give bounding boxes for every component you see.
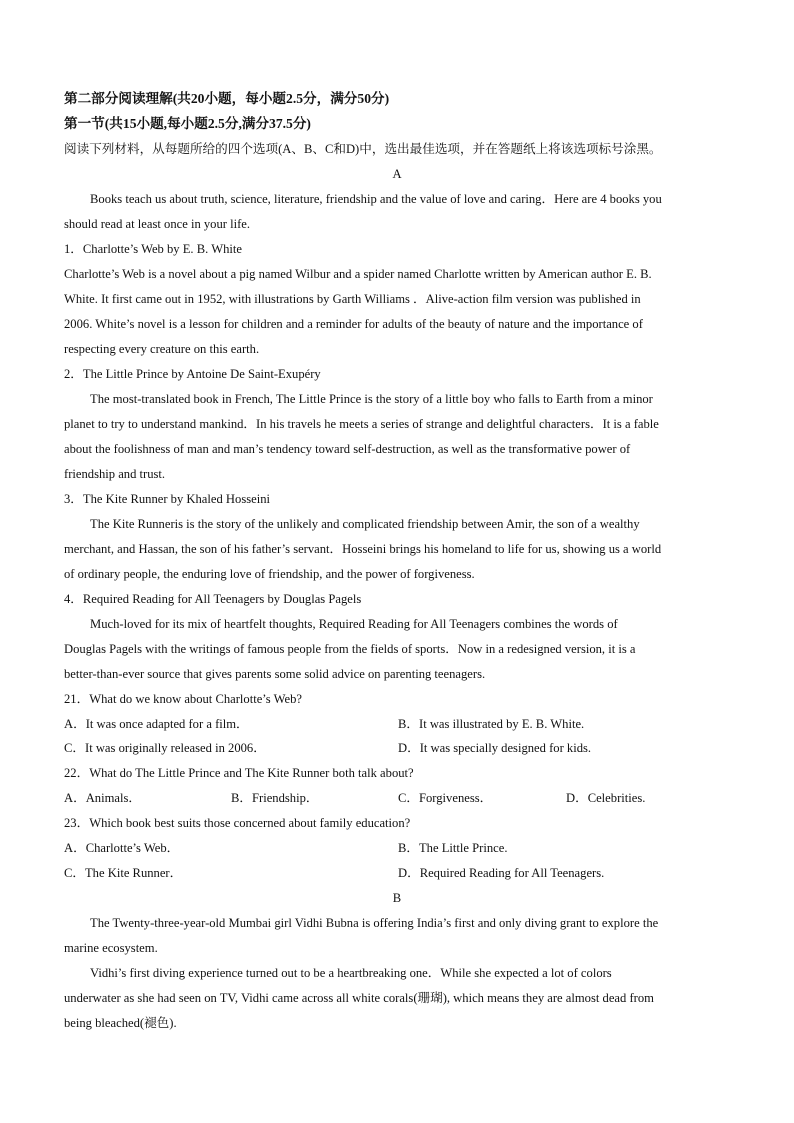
passage-b-line: being bleached(褪色). <box>64 1016 177 1030</box>
answer-option: C．Forgiveness． <box>398 791 493 805</box>
book-text-line: 2006. White’s novel is a lesson for children and a reminder for adults of the beauty of nature and the importance of <box>64 317 643 331</box>
book-text-line: Charlotte’s Web is a novel about a pig named Wilbur and a spider named Charlotte written by American author E. B. <box>64 267 652 281</box>
book-text-line: better-than-ever source that gives parents some solid advice on parenting teenagers. <box>64 667 486 681</box>
question-stem: 21．What do we know about Charlotte’s Web? <box>64 692 302 706</box>
book-text-line: Douglas Pagels with the writings of famous people from the fields of sports．Now in a redesigned version, it is a <box>64 642 636 656</box>
answer-option: A．Charlotte’s Web． <box>64 841 180 855</box>
passage-b-line: The Twenty-three-year-old Mumbai girl Vidhi Bubna is offering India’s first and only diving grant to explore the <box>90 916 659 930</box>
book-text-line: White. It first came out in 1952, with illustrations by Garth Williams ．Alive-action film version was published in <box>64 292 641 306</box>
answer-option: D．Celebrities. <box>566 791 646 805</box>
book-heading: 4．Required Reading for All Teenagers by Douglas Pagels <box>64 592 362 606</box>
passage-b-label: B <box>392 891 402 905</box>
passage-b-line: marine ecosystem. <box>64 941 158 955</box>
answer-option: A．It was once adapted for a film． <box>64 717 249 731</box>
book-text-line: friendship and trust. <box>64 467 166 481</box>
answer-option: A．Animals． <box>64 791 141 805</box>
passage-a-intro-line: Books teach us about truth, science, literature, friendship and the value of love and caring．Here are 4 books you <box>90 192 662 206</box>
passage-b-line: Vidhi’s first diving experience turned out to be a heartbreaking one．While she expected a lot of colors <box>90 966 612 980</box>
book-heading: 3．The Kite Runner by Khaled Hosseini <box>64 492 271 506</box>
question-stem: 22．What do The Little Prince and The Kite Runner both talk about? <box>64 766 414 780</box>
book-heading: 2．The Little Prince by Antoine De Saint-Exupéry <box>64 367 321 381</box>
answer-option: D．It was specially designed for kids. <box>398 741 592 755</box>
book-text-line: merchant, and Hassan, the son of his father’s servant．Hosseini brings his homeland to life for us, showing us a world <box>64 542 662 556</box>
instruction: 阅读下列材料，从每题所给的四个选项(A、B、C和D)中，选出最佳选项，并在答题纸上将该选项标号涂黑。 <box>64 142 662 156</box>
sub-heading: 第一节(共15小题,每小题2.5分,满分37.5分) <box>64 116 311 131</box>
answer-option: B．It was illustrated by E. B. White. <box>398 717 585 731</box>
book-text-line: planet to try to understand mankind．In his travels he meets a series of strange and delightful characters．It is a fable <box>64 417 659 431</box>
book-text-line: Much-loved for its mix of heartfelt thoughts, Required Reading for All Teenagers combines the words of <box>90 617 618 631</box>
book-text-line: of ordinary people, the enduring love of friendship, and the power of forgiveness. <box>64 567 475 581</box>
passage-a-intro-line: should read at least once in your life. <box>64 217 251 231</box>
passage-a-label: A <box>392 167 402 181</box>
answer-option: C．The Kite Runner． <box>64 866 183 880</box>
answer-option: D．Required Reading for All Teenagers. <box>398 866 605 880</box>
part-heading: 第二部分阅读理解(共20小题，每小题2.5分，满分50分) <box>64 91 390 106</box>
book-text-line: about the foolishness of man and man’s tendency toward self-destruction, as well as the transformative power of <box>64 442 631 456</box>
answer-option: C．It was originally released in 2006． <box>64 741 266 755</box>
book-text-line: respecting every creature on this earth. <box>64 342 260 356</box>
book-text-line: The most-translated book in French, The Little Prince is the story of a little boy who falls to Earth from a minor <box>90 392 653 406</box>
answer-option: B．Friendship． <box>231 791 319 805</box>
passage-b-line: underwater as she had seen on TV, Vidhi came across all white corals(珊瑚), which means they are almost dead from <box>64 991 654 1005</box>
book-text-line: The Kite Runneris is the story of the unlikely and complicated friendship between Amir, the son of a wealthy <box>90 517 640 531</box>
question-stem: 23．Which book best suits those concerned about family education? <box>64 816 411 830</box>
book-heading: 1．Charlotte’s Web by E. B. White <box>64 242 242 256</box>
answer-option: B．The Little Prince. <box>398 841 508 855</box>
